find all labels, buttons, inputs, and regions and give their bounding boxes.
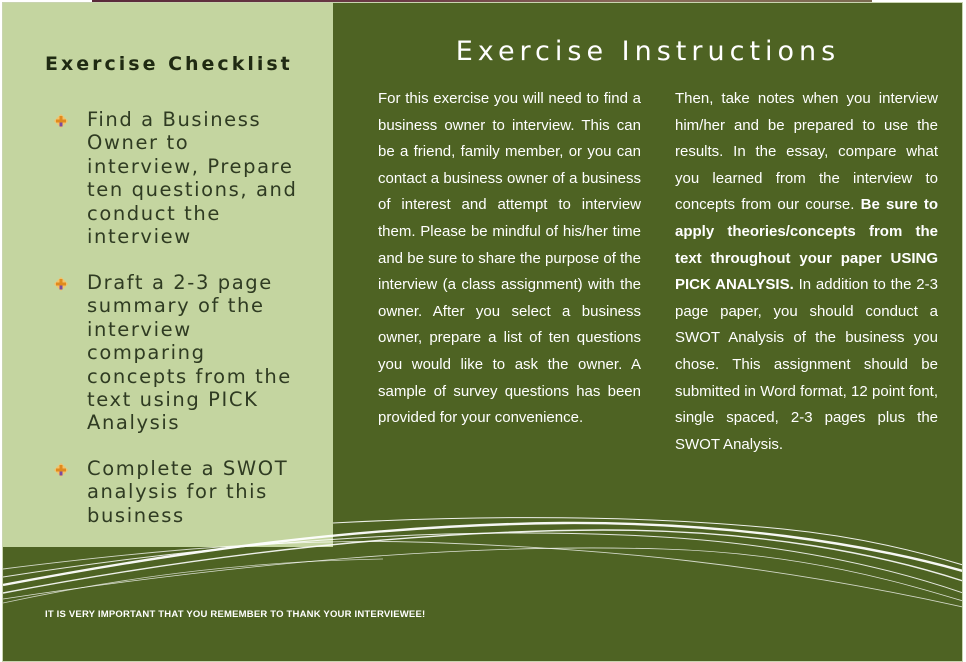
footer-note: IT IS VERY IMPORTANT THAT YOU REMEMBER TO THANK YOUR INTERVIEWEE! [45,609,426,620]
checklist-title: Exercise Checklist [45,53,293,75]
checklist-line: analysis for this [87,480,268,504]
instructions-text: Then, take notes when you interview him/her and be prepared to use the results. In the essay, compare what you learned from the interview to concepts from our course. [675,90,938,214]
checklist-item-text [87,457,317,527]
instructions-text: In addition to the 2-3 page paper, you should conduct a SWOT Analysis of the business you chose. This assignment should be submitted in Word format, 12 point font, single spaced, 2-3 pages plus the SWOT Analysis. [675,276,938,453]
diamond-plus-bullet-icon [53,462,69,478]
checklist-line: Analysis [87,411,181,435]
instructions-title: Exercise Instructions [455,36,841,67]
checklist-line: interview [87,225,192,249]
checklist-line: summary of the [87,294,265,318]
checklist-line: ten questions, and [87,178,298,202]
checklist-line: Complete a SWOT [87,457,289,480]
checklist-line: Find a Business [87,108,262,131]
brochure-panel [2,2,963,662]
checklist-line: concepts from the [87,364,292,388]
instructions-emphasis: Be sure to apply theories/concepts from the text throughout your paper USING PICK ANALYSIS. [675,196,938,294]
checklist-line: text using PICK [87,388,259,412]
checklist-line: Draft a 2-3 page [87,271,273,294]
checklist-line: interview [87,317,192,341]
checklist-item-text [87,271,317,435]
checklist-line: interview, Prepare [87,154,294,178]
diamond-plus-bullet-icon [53,113,69,129]
diamond-plus-bullet-icon [53,276,69,292]
checklist-line: conduct the [87,201,221,225]
checklist-line: Owner to [87,131,190,155]
checklist-line: business [87,503,185,527]
instructions-right-column [675,86,938,458]
instructions-left-column: For this exercise you will need to find a business owner to interview. This can be a friend, family member, or you can contact a business owner of a business of interest and attempt to interview them. Please be mindful of his/her time and be sure to share the purpose of the interview (a class assignment) with the owner. After you select a business owner, prepare a list of ten questions you would like to ask the owner. A sample of survey questions has been provided for your convenience. [378,90,641,427]
checklist-item-text [87,108,317,248]
checklist-line: comparing [87,341,206,365]
